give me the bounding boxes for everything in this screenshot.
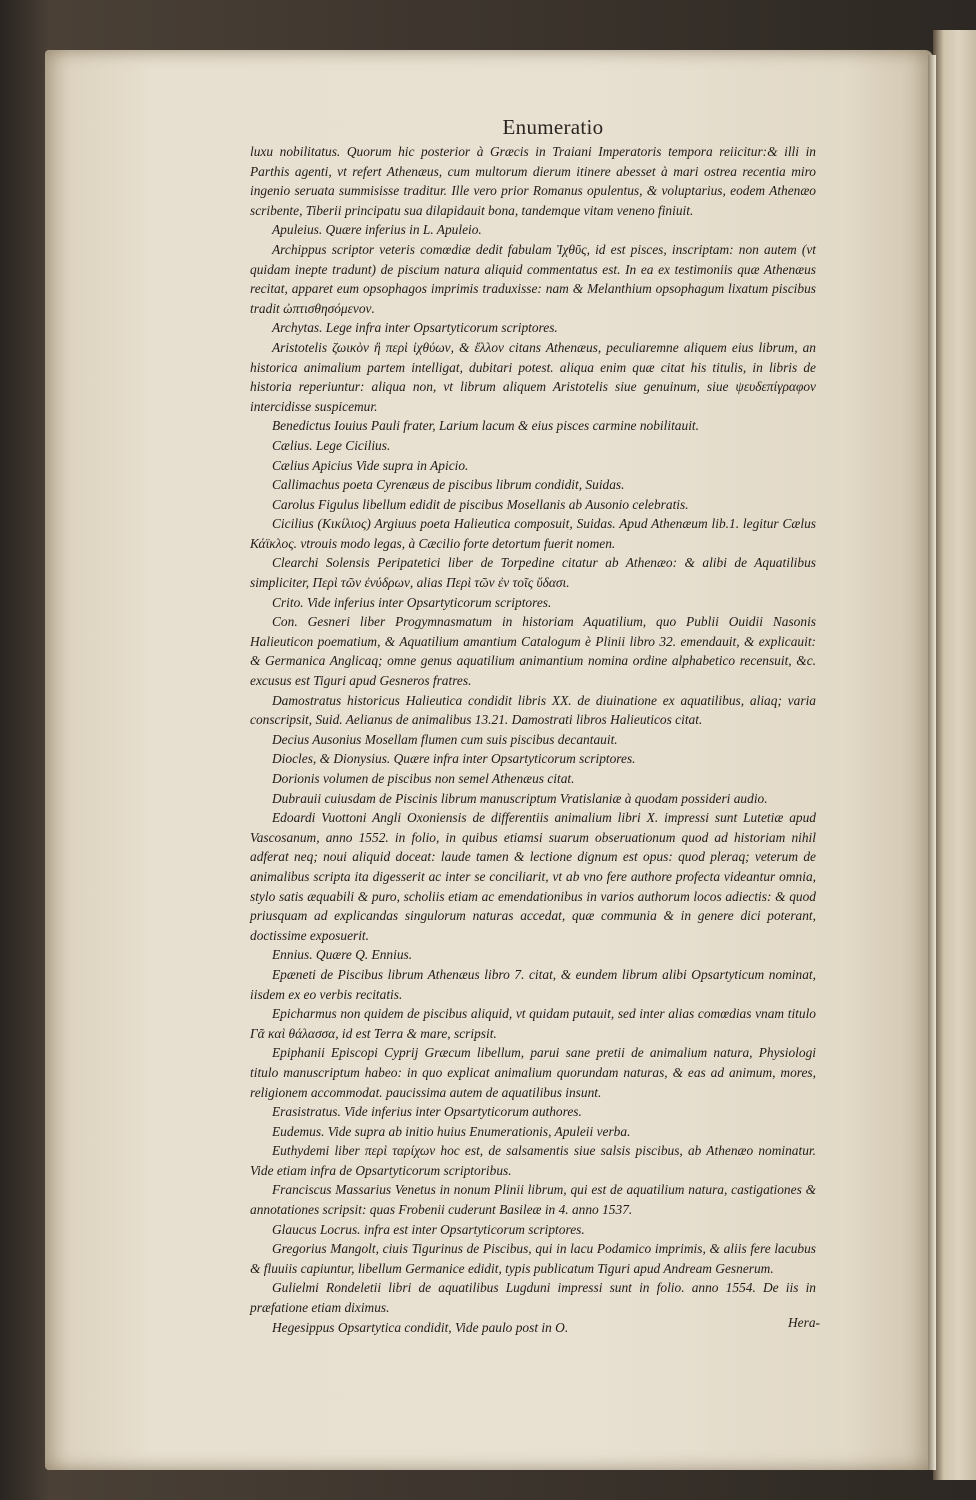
paragraph: Benedictus Iouius Pauli frater, Larium lacum & eius pisces carmine nobilitauit. bbox=[272, 418, 699, 434]
paragraph: Glaucus Locrus. infra est inter Opsartyticorum scriptores. bbox=[272, 1221, 585, 1237]
paragraph: Eudemus. Vide supra ab initio huius Enumerationis, Apuleii verba. bbox=[272, 1123, 631, 1139]
paragraph: luxu nobilitatus. Quorum hic posterior à Græcis in Traiani Imperatoris tempora reiicitur:& illi in Parthis agenti, vt refert Athenæus, cum multorum dierum itinere abesset à mari ostrea recentia miro ingenio seruata summisisse traditur. Ille vero prior Romanus opulentus, & voluptarius, eodem Athenæo scribente, Tiberii principatu sua dilapidauit bona, tandemque vitam veneno finiuit. bbox=[250, 144, 816, 218]
facing-page-edge bbox=[933, 30, 976, 1480]
paragraph: Erasistratus. Vide inferius inter Opsartyticorum authores. bbox=[272, 1104, 582, 1120]
paragraph: Gulielmi Rondeletii libri de aquatilibus Lugduni impressi sunt in folio. anno 1554. De iis in præfatione etiam diximus. bbox=[250, 1280, 816, 1316]
paragraph: Callimachus poeta Cyrenæus de piscibus librum condidit, Suidas. bbox=[272, 477, 625, 493]
paragraph: Dorionis volumen de piscibus non semel Athenæus citat. bbox=[272, 771, 575, 786]
catchword: Hera- bbox=[788, 1315, 820, 1330]
paragraph: Con. Gesneri liber Progymnasmatum in historiam Aquatilium, quo Publii Ouidii Nasonis Halieuticon poematium, & Aquatilium amantium Catalogum è Plinii libro 32. emendauit, & explicauit: & Germanica Anglicaq; omne genus aquatilium animantium nomina ordine alphabetico recensuit, &c. excusus est Tiguri apud Gesneros fratres. bbox=[250, 614, 816, 689]
body-text bbox=[250, 142, 816, 1337]
paragraph: Crito. Vide inferius inter Opsartyticorum scriptores. bbox=[272, 594, 552, 610]
paragraph: Franciscus Massarius Venetus in nonum Plinii librum, qui est de aquatilium natura, castigationes & annotationes scripsit: quas Frobenii cuderunt Basileæ in 4. anno 1537. bbox=[250, 1182, 816, 1218]
paragraph: Hegesippus Opsartytica condidit, Vide paulo post in O. bbox=[272, 1319, 569, 1335]
paragraph: Clearchi Solensis Peripatetici liber de Torpedine citatur ab Athenæo: & alibi de Aquatilibus simpliciter, Περὶ τῶν ἐνύδρων, alias Περὶ τῶν ἐν τοῖς ὕδασι. bbox=[250, 555, 816, 591]
page-fore-edge bbox=[928, 55, 936, 1470]
paragraph: Archippus scriptor veteris comœdiæ dedit fabulam Ἰχθῦς, id est pisces, inscriptam: non autem (vt quidam inepte tradunt) de piscium natura aliquid commentatus est. In ea ex testimoniis quæ Athenæus recitat, apparet eum opsophagos imprimis traduxisse: nam & Melanthium opsophagum lixatum piscibus tradit ὠπτισθησόμενον. bbox=[250, 241, 816, 316]
paragraph: Epæneti de Piscibus librum Athenæus libro 7. citat, & eundem librum alibi Opsartyticum nominat, iisdem ex eo verbis recitatis. bbox=[250, 966, 816, 1002]
paragraph: Aristotelis ζωικὸν ἢ περὶ ἰχθύων, & ἔλλον citans Athenæus, peculiaremne aliquem eius librum, an historica animalium partem intelligat, dubitari potest. aliqua enim quæ citat his titulis, in libris de historia reperiuntur: aliqua non, vt librum aliquem Aristotelis siue genuinum, siue ψευδεπίγραφον intercidisse suspicemur. bbox=[250, 339, 816, 414]
running-head-text: Enumeratio bbox=[502, 115, 604, 139]
paragraph: Euthydemi liber περὶ ταρίχων hoc est, de salsamentis siue salsis piscibus, ab Athenæo nominatur. Vide etiam infra de Opsartyticorum scriptoribus. bbox=[250, 1143, 816, 1178]
paragraph: Carolus Figulus libellum edidit de piscibus Mosellanis ab Ausonio celebratis. bbox=[272, 496, 689, 512]
paragraph: Edoardi Vuottoni Angli Oxoniensis de differentiis animalium libri X. impressi sunt Lutetiæ apud Vascosanum, anno 1552. in folio, in quibus etiamsi suarum obseruationum quod ad historiam nihil adferat neq; noui aliquid doceat: laude tamen & lectione dignum est opus: quod pleraq; veterum de animalibus scripta ita digesserit ac inter se conciliarit, vt ab vno fere authore profecta videantur omnia, stylo satis æquabili & puro, scholiis etiam ac emendationibus in varios authorum locos adiectis: & quod priusquam ad explicandas singulorum naturas accedat, quæ communia & in genere dici poterant, doctissime exposuerit. bbox=[250, 810, 816, 943]
paragraph: Cicilius (Κικίλιος) Argiuus poeta Halieutica composuit, Suidas. Apud Athenæum lib.1. legitur Cælus Κάϊκλος. vtrouis modo legas, à Cæcilio forte detortum fuerit nomen. bbox=[250, 516, 816, 551]
paragraph: Cælius. Lege Cicilius. bbox=[272, 437, 391, 453]
paragraph: Damostratus historicus Halieutica condidit libris XX. de diuinatione ex aquatilibus, aliaq; varia conscripsit, Suid. Aelianus de animalibus 13.21. Damostrati libros Halieuticos citat. bbox=[250, 692, 816, 728]
paragraph: Dubrauii cuiusdam de Piscinis librum manuscriptum Vratislaniæ à quodam possideri audio. bbox=[272, 790, 768, 806]
paragraph: Apuleius. Quære inferius in L. Apuleio. bbox=[272, 222, 482, 238]
paragraph: Epiphanii Episcopi Cyprij Græcum libellum, parui sane pretii de animalium natura, Physiologi titulo manuscriptum habeo: in quo explicat animalium quorundam naturas, & eas ad animum, mores, religionem accommodat. paucissima autem de aquatilibus insunt. bbox=[250, 1045, 816, 1100]
paragraph: Gregorius Mangolt, ciuis Tigurinus de Piscibus, qui in lacu Podamico imprimis, & aliis fere lacubus & fluuiis capiuntur, libellum Germanice edidit, typis publicatum Tiguri apud Andream Gesnerum. bbox=[250, 1241, 816, 1276]
paragraph: Epicharmus non quidem de piscibus aliquid, vt quidam putauit, sed inter alias comœdias vnam titulo Γᾶ καὶ θάλασσα, id est Terra & mare, scripsit. bbox=[250, 1006, 816, 1041]
paragraph: Diocles, & Dionysius. Quære infra inter Opsartyticorum scriptores. bbox=[272, 751, 636, 767]
paragraph: Ennius. Quære Q. Ennius. bbox=[272, 947, 413, 963]
running-head bbox=[0, 115, 976, 140]
paragraph: Cælius Apicius Vide supra in Apicio. bbox=[272, 457, 469, 473]
paragraph: Decius Ausonius Mosellam flumen cum suis piscibus decantauit. bbox=[272, 731, 618, 747]
paragraph: Archytas. Lege infra inter Opsartyticorum scriptores. bbox=[272, 320, 558, 336]
